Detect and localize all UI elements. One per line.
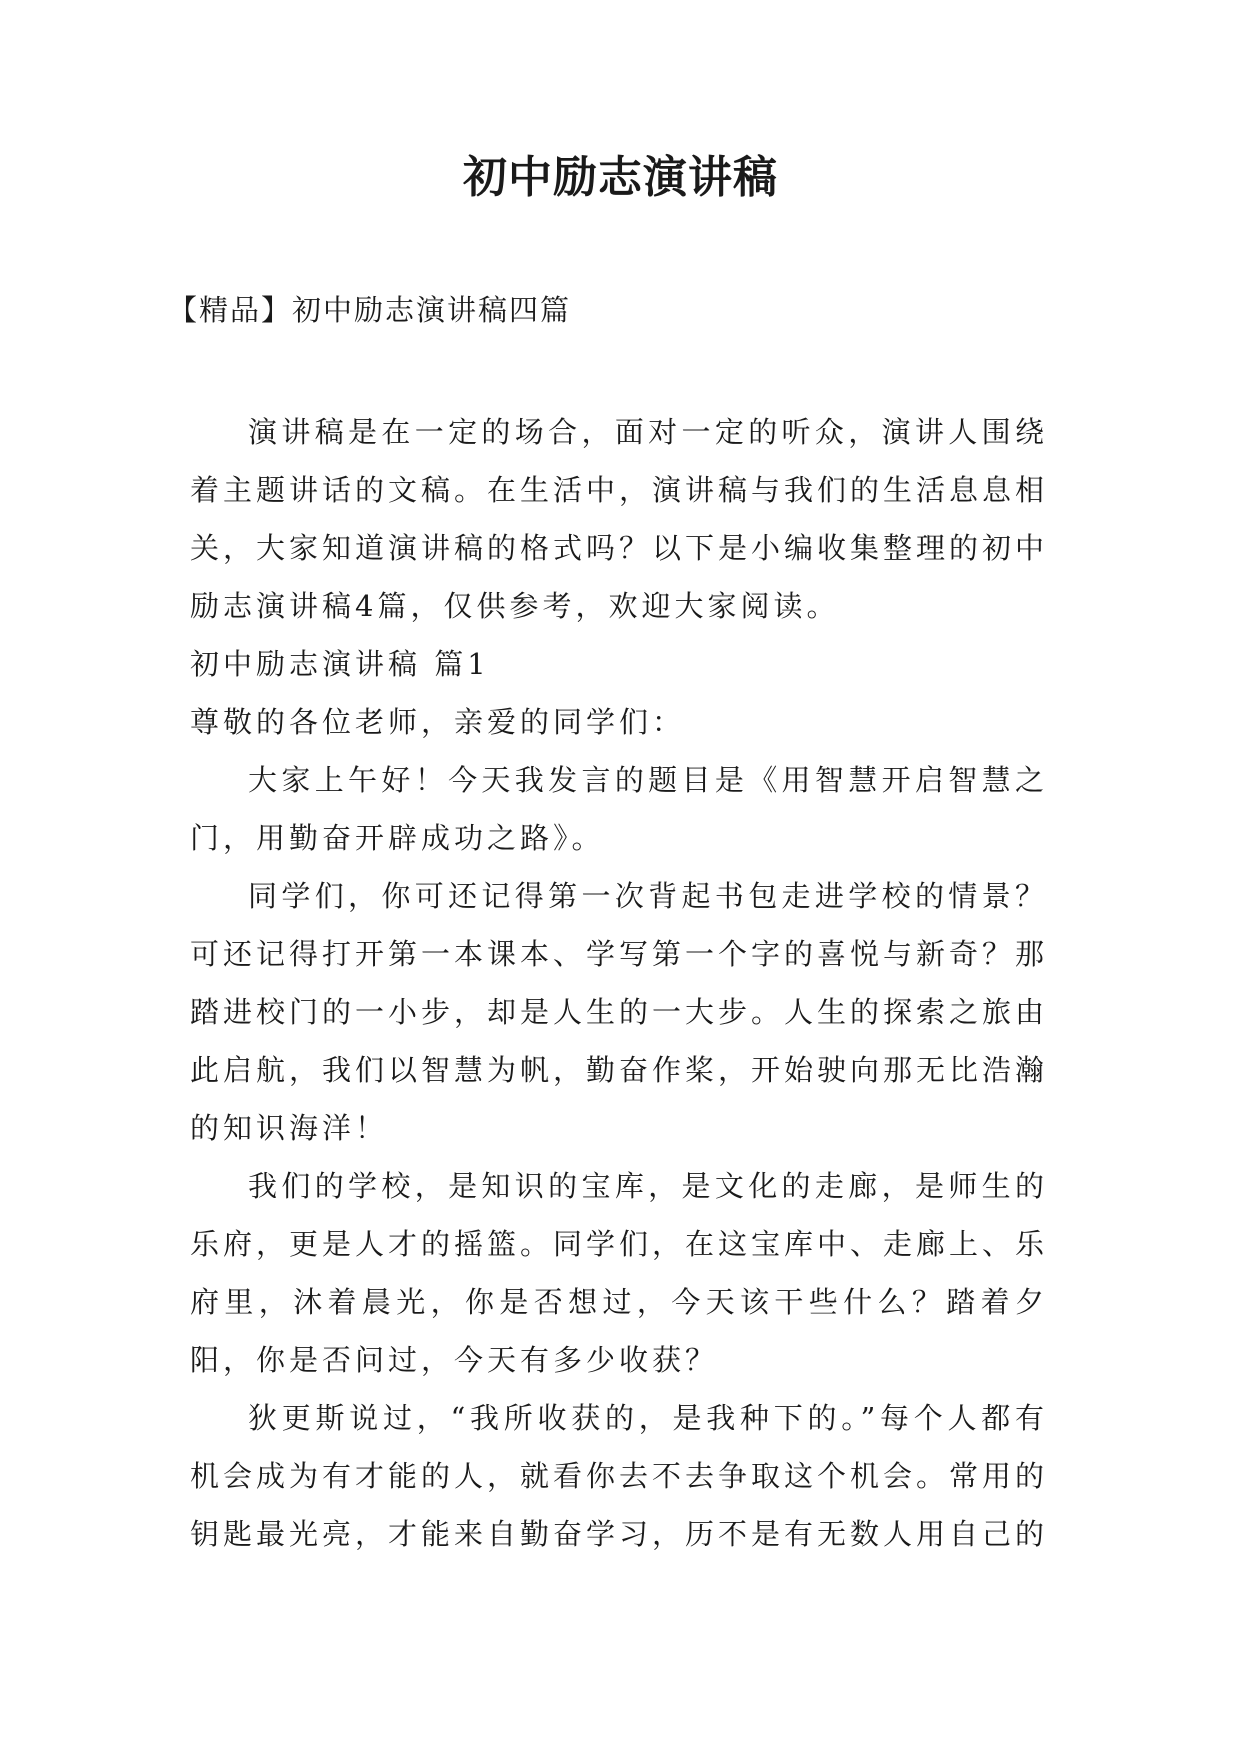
body-paragraph-1: 大家上午好！今天我发言的题目是《用智慧开启智慧之门，用勤奋开辟成功之路》。 bbox=[190, 763, 1048, 855]
body-paragraph-2: 同学们，你可还记得第一次背起书包走进学校的情景？可还记得打开第一本课本、学写第一个字的喜悦与新奇？那踏进校门的一小步，却是人生的一大步。人生的探索之旅由此启航，我们以智慧为帆，勤奋作桨，开始驶向那无比浩瀚的知识海洋！ bbox=[190, 879, 1049, 1145]
salutation: 尊敬的各位老师，亲爱的同学们： bbox=[190, 705, 686, 739]
document-body bbox=[190, 403, 1048, 1563]
document-subtitle: 【精品】初中励志演讲稿四篇 bbox=[168, 293, 572, 327]
body-paragraph-4: 狄更斯说过，“我所收获的，是我种下的。”每个人都有机会成为有才能的人，就看你去不去争取这个机会。常用的钥匙最光亮，才能来自勤奋学习，历不是有无数人用自己的 bbox=[190, 1401, 1049, 1551]
document-title: 初中励志演讲稿 bbox=[463, 152, 778, 203]
intro-paragraph: 演讲稿是在一定的场合，面对一定的听众，演讲人围绕着主题讲话的文稿。在生活中，演讲稿与我们的生活息息相关，大家知道演讲稿的格式吗？以下是小编收集整理的初中励志演讲稿4篇，仅供参考，欢迎大家阅读。 bbox=[190, 415, 1049, 623]
section-heading: 初中励志演讲稿 篇1 bbox=[190, 647, 490, 681]
body-paragraph-3: 我们的学校，是知识的宝库，是文化的走廊，是师生的乐府，更是人才的摇篮。同学们，在这宝库中、走廊上、乐府里，沐着晨光，你是否想过，今天该干些什么？踏着夕阳，你是否问过，今天有多少收获？ bbox=[190, 1169, 1049, 1377]
